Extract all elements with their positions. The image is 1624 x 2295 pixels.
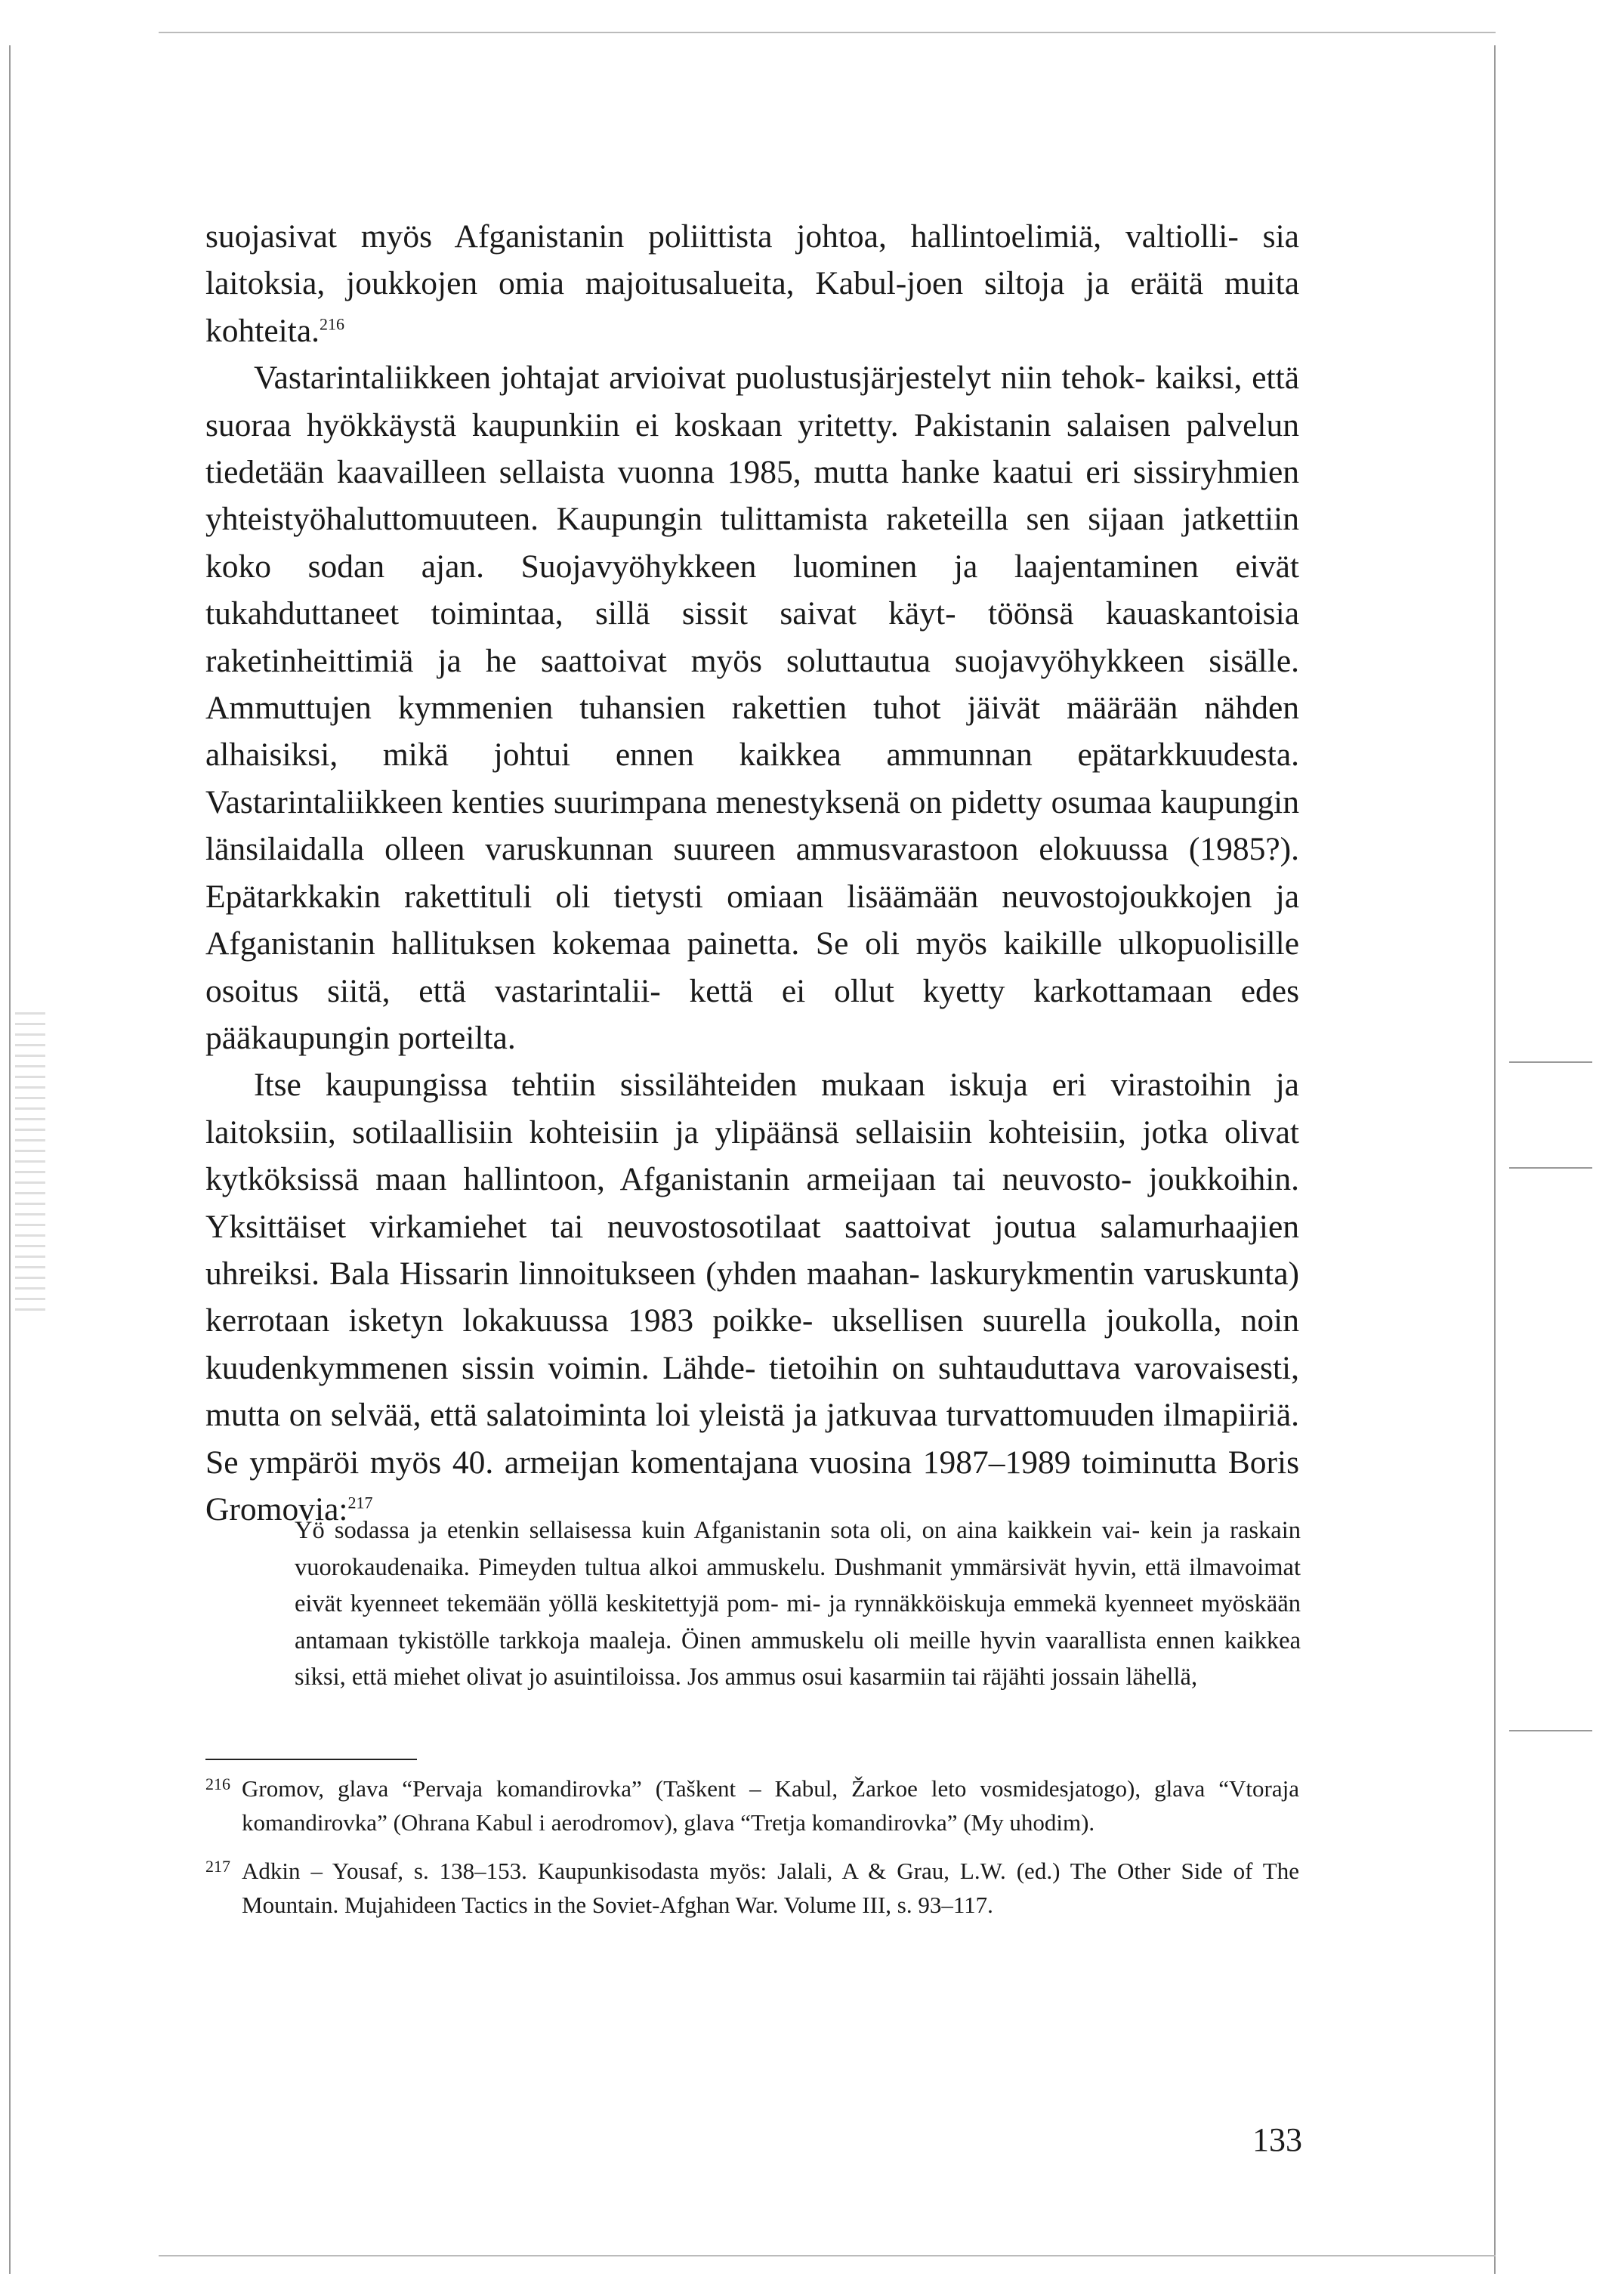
paragraph-2 [205, 354, 1299, 1061]
line: armeijan komentajana vuosina 1987–1989 toiminutta Boris Gromovia: [205, 1444, 1299, 1527]
scan-tick-mark [1509, 1061, 1592, 1063]
line: jäivät määrään nähden alhaisiksi, mikä johtui ennen kaikkea ammunnan [205, 690, 1300, 774]
paragraph-1 [205, 213, 1299, 354]
quote-line: maaleja. Öinen ammuskelu oli meille hyvin vaarallista ennen kaikkea siksi, että [295, 1626, 1301, 1691]
quote-line: kein ja raskain vuorokaudenaika. Pimeyden tultua alkoi ammuskelu. Dushmanit [295, 1517, 1301, 1581]
line: laitoksiin, sotilaallisiin kohteisiin ja ylipäänsä sellaisiin kohteisiin, jotka [205, 1114, 1209, 1151]
footnote-line: “Vtoraja komandirovka” (Ohrana Kabul i aerodromov), glava “Tretja komandirovka” (My [242, 1775, 1299, 1836]
line: tietoihin on suhtauduttava varovaisesti, mutta on selvää, että salatoiminta [205, 1349, 1299, 1434]
line: ja laajentaminen eivät tukahduttaneet toimintaa, sillä sissit saivat käyt- [205, 548, 1299, 632]
line: Itse kaupungissa tehtiin sissilähteiden mukaan iskuja eri virastoihin ja [254, 1067, 1299, 1104]
footnote-217 [205, 1855, 1299, 1922]
quote-line: miehet olivat jo asuintiloissa. Jos ammus osui kasarmiin tai räjähti jossain lähellä, [393, 1663, 1198, 1691]
footnote-ref-216[interactable]: 216 [320, 314, 344, 334]
footnote-divider [205, 1759, 417, 1760]
line: epätarkkuudesta. Vastarintaliikkeen kenties suurimpana menestyksenä [205, 737, 1299, 820]
line: kaatui eri sissiryhmien yhteistyöhaluttomuuteen. Kaupungin tulittamista [205, 454, 1300, 538]
scan-edge-right [1494, 45, 1496, 2274]
line: töönsä kauaskantoisia raketinheittimiä ja he saattoivat myös soluttautua [205, 595, 1300, 679]
line: uksellisen suurella joukolla, noin kuudenkymmenen sissin voimin. Lähde- [205, 1302, 1299, 1386]
line: ammusvarastoon elokuussa (1985?). Epätarkkakin rakettituli oli tietysti [205, 831, 1299, 915]
line: Vastarintaliikkeen johtajat arvioivat puolustusjärjestelyt niin tehok- [254, 360, 1146, 397]
footnote-line: uhodim). [1009, 1809, 1095, 1836]
page-number: 133 [1252, 2121, 1302, 2158]
footnote-216 [205, 1772, 1299, 1839]
line: joukkoihin. Yksittäiset virkamiehet tai neuvostosotilaat saattoivat joutua [205, 1161, 1299, 1245]
line: kettä ei ollut kyetty karkottamaan edes pääkaupungin porteilta. [205, 972, 1299, 1056]
line: on pidetty osumaa kaupungin länsilaidalla olleen varuskunnan suureen [205, 783, 1300, 868]
line: raketeilla sen sijaan jatkettiin koko sodan ajan. Suojavyöhykkeen luominen [205, 501, 1299, 585]
body-text [205, 213, 1299, 1533]
scan-edge-top [159, 32, 1496, 33]
footnotes [205, 1772, 1299, 1937]
line: suojavyöhykkeen sisälle. Ammuttujen kymmenien tuhansien rakettien tuhot [205, 642, 1299, 727]
line: suojasivat myös Afganistanin poliittista johtoa, hallintoelimiä, valtiolli- [205, 218, 1239, 255]
line: muita kohteita. [205, 265, 1300, 349]
quote-line: mi- ja rynnäkköiskuja emmekä kyenneet myöskään antamaan tykistölle tarkkoja [295, 1590, 1301, 1654]
footnote-line: Side of The Mountain. Mujahideen Tactics in the Soviet-Afghan War. Volume III, s. 93–117. [242, 1858, 1299, 1918]
line: laskurykmentin varuskunta) kerrotaan isketyn lokakuussa 1983 poikke- [205, 1255, 1299, 1339]
line: salamurhaajien uhreiksi. Bala Hissarin linnoitukseen (yhden maahan- [205, 1208, 1299, 1292]
footnote-line: Gromov, glava “Pervaja komandirovka” (Taškent – Kabul, Žarkoe leto vosmidesjatogo), glava [242, 1775, 1206, 1802]
scan-edge-bottom [159, 2255, 1496, 2256]
line: salaisen palvelun tiedetään kaavailleen sellaista vuonna 1985, mutta hanke [205, 406, 1299, 491]
footnote-line: Adkin – Yousaf, s. 138–153. Kaupunkisodasta myös: Jalali, A & Grau, L.W. (ed.) The Other [242, 1858, 1171, 1884]
line: painetta. Se oli myös kaikille ulkopuolisille osoitus siitä, että vastarintalii- [205, 925, 1300, 1009]
footnote-number: 217 [205, 1857, 230, 1876]
scan-edge-left [9, 45, 11, 2274]
line: loi yleistä ja jatkuvaa turvattomuuden ilmapiiriä. Se ympäröi myös 40. [205, 1397, 1300, 1481]
scan-tick-mark [1509, 1167, 1592, 1169]
footnote-ref-217[interactable]: 217 [347, 1493, 373, 1512]
line: sia laitoksia, joukkojen omia majoitusalueita, Kabul-joen siltoja ja eräitä [205, 218, 1299, 302]
scan-tick-mark [1509, 1730, 1592, 1731]
block-quote [295, 1512, 1301, 1696]
quote-line: Yö sodassa ja etenkin sellaisessa kuin Afganistanin sota oli, on aina kaikkein vai- [295, 1517, 1141, 1544]
line: omiaan lisäämään neuvostojoukkojen ja Afganistanin hallituksen kokemaa [205, 878, 1300, 962]
line: kaiksi, että suoraa hyökkäystä kaupunkiin ei koskaan yritetty. Pakistanin [205, 360, 1300, 443]
footnote-number: 216 [205, 1775, 230, 1793]
scan-speckle [15, 1012, 45, 1314]
quote-line: ymmärsivät hyvin, että ilmavoimat eivät kyenneet tekemään yöllä keskitettyjä pom- [295, 1553, 1301, 1617]
line: olivat kytköksissä maan hallintoon, Afganistanin armeijaan tai neuvosto- [205, 1114, 1300, 1198]
paragraph-3 [205, 1061, 1299, 1533]
